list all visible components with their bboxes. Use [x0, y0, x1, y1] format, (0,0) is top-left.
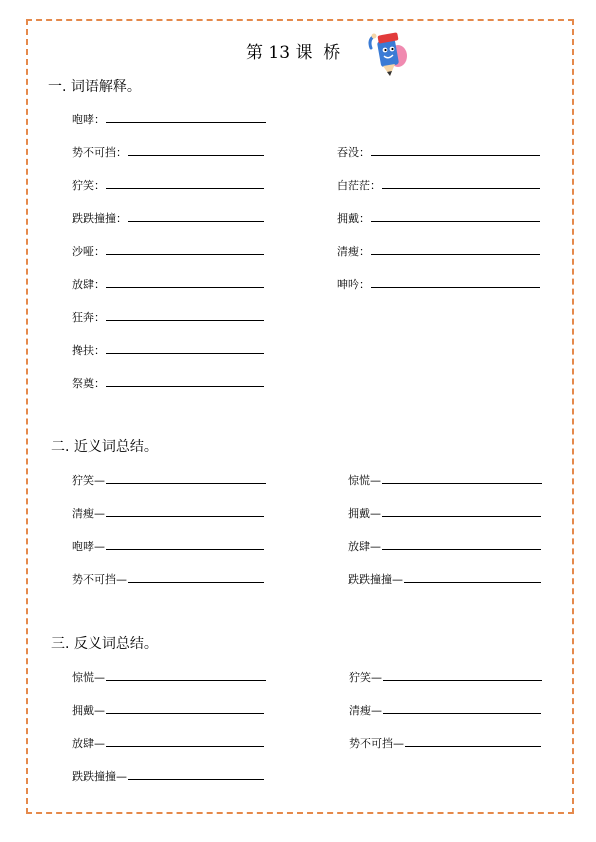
answer-blank-line[interactable]: [106, 669, 266, 681]
fill-item-s2-right-1: [348, 505, 541, 521]
page-border: [26, 19, 574, 814]
item-label: 吞没：: [337, 146, 370, 159]
item-label: 放肆—: [72, 737, 105, 750]
answer-blank-line[interactable]: [106, 375, 264, 387]
answer-blank-line[interactable]: [404, 571, 541, 583]
answer-blank-line[interactable]: [371, 144, 540, 156]
item-label: 势不可挡—: [349, 737, 404, 750]
fill-item-s1-left-3: [72, 210, 264, 226]
answer-blank-line[interactable]: [106, 472, 266, 484]
fill-item-s1-left-8: [72, 375, 264, 391]
answer-blank-line[interactable]: [371, 210, 540, 222]
answer-blank-line[interactable]: [106, 177, 264, 189]
answer-blank-line[interactable]: [106, 276, 264, 288]
fill-item-s3-right-1: [349, 702, 541, 718]
answer-blank-line[interactable]: [128, 144, 264, 156]
answer-blank-line[interactable]: [383, 702, 541, 714]
section-heading-synonyms: 二. 近义词总结。: [51, 439, 158, 455]
answer-blank-line[interactable]: [382, 538, 541, 550]
answer-blank-line[interactable]: [371, 276, 540, 288]
item-label: 狞笑—: [349, 671, 382, 684]
item-label: 势不可挡：: [72, 146, 127, 159]
item-label: 清瘦—: [72, 507, 105, 520]
item-label: 白茫茫：: [337, 179, 381, 192]
item-label: 放肆：: [72, 278, 105, 291]
fill-item-s3-right-0: [349, 669, 542, 685]
fill-item-s2-left-0: [72, 472, 266, 488]
fill-item-s1-left-6: [72, 309, 264, 325]
fill-item-s2-left-2: [72, 538, 264, 554]
fill-item-s2-right-0: [348, 472, 542, 488]
fill-item-s1-left-0: [72, 111, 266, 127]
item-label: 拥戴—: [72, 704, 105, 717]
fill-item-s1-left-1: [72, 144, 264, 160]
pencil-mascot-icon: [366, 28, 412, 78]
fill-item-s1-right-0: [337, 144, 540, 160]
section-heading-antonyms: 三. 反义词总结。: [51, 636, 158, 652]
answer-blank-line[interactable]: [106, 735, 264, 747]
answer-blank-line[interactable]: [405, 735, 541, 747]
answer-blank-line[interactable]: [106, 505, 264, 517]
answer-blank-line[interactable]: [383, 669, 542, 681]
fill-item-s1-left-4: [72, 243, 264, 259]
item-label: 拥戴：: [337, 212, 370, 225]
answer-blank-line[interactable]: [128, 768, 264, 780]
fill-item-s1-right-2: [337, 210, 540, 226]
fill-item-s3-right-2: [349, 735, 541, 751]
answer-blank-line[interactable]: [382, 472, 542, 484]
answer-blank-line[interactable]: [128, 571, 264, 583]
fill-item-s2-right-2: [348, 538, 541, 554]
item-label: 跌跌撞撞：: [72, 212, 127, 225]
fill-item-s1-left-2: [72, 177, 264, 193]
item-label: 跌跌撞撞—: [72, 770, 127, 783]
item-label: 祭奠：: [72, 377, 105, 390]
fill-item-s1-right-3: [337, 243, 540, 259]
fill-item-s2-right-3: [348, 571, 541, 587]
answer-blank-line[interactable]: [106, 538, 264, 550]
fill-item-s3-left-2: [72, 735, 264, 751]
answer-blank-line[interactable]: [106, 309, 264, 321]
item-label: 势不可挡—: [72, 573, 127, 586]
fill-item-s2-left-1: [72, 505, 264, 521]
page-title: 第 13 课 桥: [246, 43, 341, 63]
item-label: 跌跌撞撞—: [348, 573, 403, 586]
fill-item-s3-left-1: [72, 702, 264, 718]
item-label: 搀扶：: [72, 344, 105, 357]
item-label: 清瘦—: [349, 704, 382, 717]
item-label: 惊慌—: [72, 671, 105, 684]
answer-blank-line[interactable]: [106, 342, 264, 354]
item-label: 狞笑—: [72, 474, 105, 487]
fill-item-s2-left-3: [72, 571, 264, 587]
answer-blank-line[interactable]: [106, 243, 264, 255]
item-label: 狂奔：: [72, 311, 105, 324]
item-label: 呻吟：: [337, 278, 370, 291]
item-label: 狞笑：: [72, 179, 105, 192]
fill-item-s1-right-1: [337, 177, 540, 193]
item-label: 拥戴—: [348, 507, 381, 520]
item-label: 清瘦：: [337, 245, 370, 258]
item-label: 咆哮：: [72, 113, 105, 126]
item-label: 沙哑：: [72, 245, 105, 258]
fill-item-s3-left-0: [72, 669, 266, 685]
item-label: 惊慌—: [348, 474, 381, 487]
answer-blank-line[interactable]: [371, 243, 540, 255]
answer-blank-line[interactable]: [106, 111, 266, 123]
fill-item-s1-left-7: [72, 342, 264, 358]
answer-blank-line[interactable]: [382, 177, 540, 189]
fill-item-s1-left-5: [72, 276, 264, 292]
fill-item-s3-left-3: [72, 768, 264, 784]
fill-item-s1-right-4: [337, 276, 540, 292]
item-label: 放肆—: [348, 540, 381, 553]
item-label: 咆哮—: [72, 540, 105, 553]
answer-blank-line[interactable]: [382, 505, 541, 517]
answer-blank-line[interactable]: [106, 702, 264, 714]
section-heading-definitions: 一. 词语解释。: [48, 79, 141, 95]
answer-blank-line[interactable]: [128, 210, 264, 222]
